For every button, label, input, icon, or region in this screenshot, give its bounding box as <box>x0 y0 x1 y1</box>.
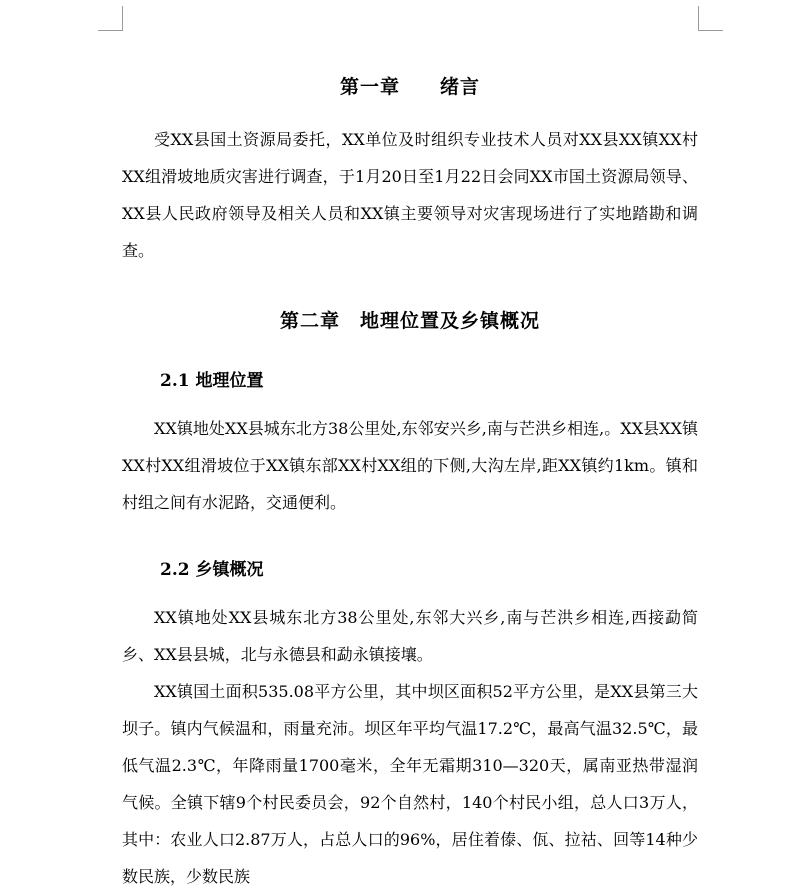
section-2-2-paragraph-1: XX镇地处XX县城东北方38公里处,东邻大兴乡,南与芒洪乡相连,西接勐简乡、XX县县城，北与永德县和勐永镇接壤。 <box>122 608 698 664</box>
section-2-1-paragraph: XX镇地处XX县城东北方38公里处,东邻安兴乡,南与芒洪乡相连,。XX县XX镇XX村XX组滑坡位于XX镇东部XX村XX组的下侧,大沟左岸,距XX镇约1km。镇和村组之间有水泥路，交通便利。 <box>122 419 698 512</box>
chapter-2-title: 第二章 地理位置及乡镇概况 <box>279 310 540 332</box>
chapter-1-paragraph: 受XX县国土资源局委托，XX单位及时组织专业技术人员对XX县XX镇XX村XX组滑坡地质灾害进行调查，于1月20日至1月22日会同XX市国土资源局领导、XX县人民政府领导及相关人员和XX镇主要领导对灾害现场进行了实地踏勘和调查。 <box>122 130 698 260</box>
crop-mark-top-right <box>698 6 723 31</box>
crop-mark-top-left <box>98 6 123 31</box>
section-2-2-title: 2.2 乡镇概况 <box>160 560 264 580</box>
chapter-1-title: 第一章 绪言 <box>339 76 480 98</box>
section-2-2-paragraph-2: XX镇国土面积535.08平方公里，其中坝区面积52平方公里，是XX县第三大坝子。镇内气候温和，雨量充沛。坝区年平均气温17.2℃，最高气温32.5℃，最低气温2.3℃，年降雨量1700毫米，全年无霜期310—320天，属南亚热带湿润气候。全镇下辖9个村民委员会，92个自然村，140个村民小组，总人口3万人，其中：农业人口2.87万人，占总人口的96%，居住着傣、佤、拉祜、回等14种少数民族，少数民族 <box>122 682 698 886</box>
document-body <box>122 68 698 895</box>
section-2-1-title: 2.1 地理位置 <box>160 371 264 391</box>
